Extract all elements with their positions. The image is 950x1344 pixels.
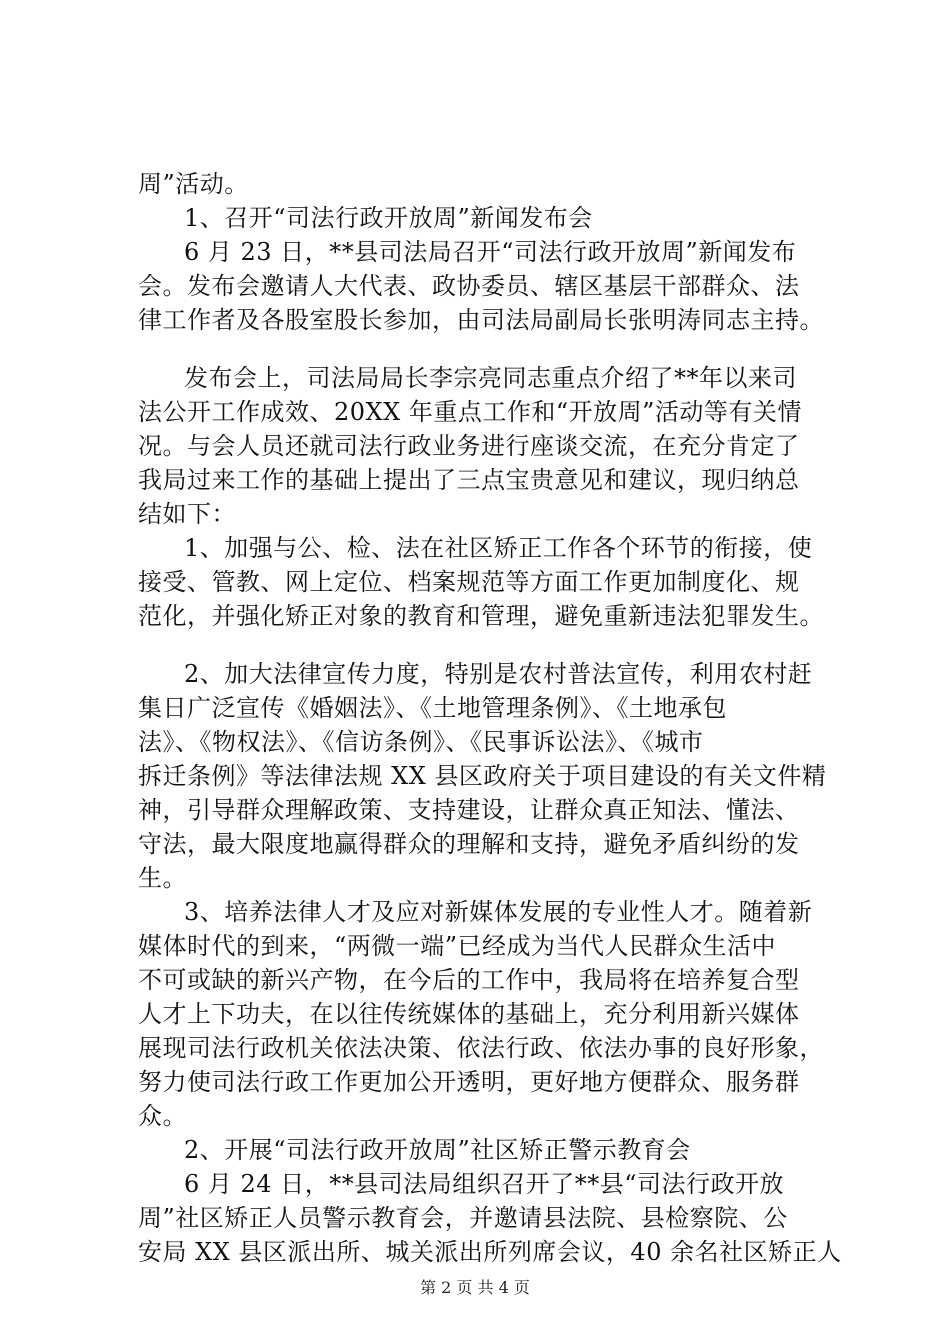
list-item: 1、加强与公、检、法在社区矫正工作各个环节的衔接，使 bbox=[184, 534, 813, 562]
text-line: 安局 XX 县区派出所、城关派出所列席会议，40 余名社区矫正人 bbox=[138, 1238, 842, 1266]
text-line: 生。 bbox=[138, 864, 187, 892]
text-line: 人才上下功夫，在以往传统媒体的基础上，充分利用新兴媒体 bbox=[138, 1000, 800, 1028]
list-item: 3、培养法律人才及应对新媒体发展的专业性人才。随着新 bbox=[184, 898, 813, 926]
text-line: 媒体时代的到来，“两微一端”已经成为当代人民群众生活中 bbox=[138, 932, 777, 960]
text-line: 法》、《物权法》、《信访条例》、《民事诉讼法》、《城市 bbox=[138, 728, 704, 756]
text-line: 范化，并强化矫正对象的教育和管理，避免重新违法犯罪发生。 bbox=[138, 602, 824, 630]
text-line: 会。发布会邀请人大代表、政协委员、辖区基层干部群众、法 bbox=[138, 272, 800, 300]
text-line: 神，引导群众理解政策、支持建设，让群众真正知法、懂法、 bbox=[138, 796, 800, 824]
text-line: 努力使司法行政工作更加公开透明，更好地方便群众、服务群 bbox=[138, 1068, 800, 1096]
text-line: 不可或缺的新兴产物，在今后的工作中，我局将在培养复合型 bbox=[138, 966, 800, 994]
text-line: 周”社区矫正人员警示教育会，并邀请县法院、县检察院、公 bbox=[138, 1204, 788, 1232]
text-line: 6 月 23 日，**县司法局召开“司法行政开放周”新闻发布 bbox=[184, 238, 797, 266]
text-line: 接受、管教、网上定位、档案规范等方面工作更加制度化、规 bbox=[138, 568, 800, 596]
text-line: 6 月 24 日，**县司法局组织召开了**县“司法行政开放 bbox=[184, 1170, 784, 1198]
text-line: 结如下： bbox=[138, 500, 236, 528]
text-line: 集日广泛宣传《婚姻法》、《土地管理条例》、《土地承包 bbox=[138, 694, 727, 722]
text-line: 我局过来工作的基础上提出了三点宝贵意见和建议，现归纳总 bbox=[138, 466, 800, 494]
section-heading: 1、召开“司法行政开放周”新闻发布会 bbox=[184, 204, 593, 232]
text-line: 周”活动。 bbox=[138, 170, 249, 198]
text-line: 法公开工作成效、20XX 年重点工作和“开放周”活动等有关情 bbox=[138, 398, 802, 426]
section-heading: 2、开展“司法行政开放周”社区矫正警示教育会 bbox=[184, 1136, 691, 1164]
text-line: 律工作者及各股室股长参加，由司法局副局长张明涛同志主持。 bbox=[138, 306, 824, 334]
text-line: 拆迁条例》等法律法规 XX 县区政府关于项目建设的有关文件精 bbox=[138, 762, 827, 790]
text-line: 众。 bbox=[138, 1102, 187, 1130]
text-line: 发布会上，司法局局长李宗亮同志重点介绍了**年以来司 bbox=[184, 364, 797, 392]
text-line: 守法，最大限度地赢得群众的理解和支持，避免矛盾纠纷的发 bbox=[138, 830, 800, 858]
document-body bbox=[138, 167, 850, 1269]
list-item: 2、加大法律宣传力度，特别是农村普法宣传，利用农村赶 bbox=[184, 660, 813, 688]
page-footer: 第 2 页 共 4 页 bbox=[420, 1278, 530, 1297]
text-line: 展现司法行政机关依法决策、依法行政、依法办事的良好形象， bbox=[138, 1034, 824, 1062]
text-line: 况。与会人员还就司法行政业务进行座谈交流，在充分肯定了 bbox=[138, 432, 800, 460]
